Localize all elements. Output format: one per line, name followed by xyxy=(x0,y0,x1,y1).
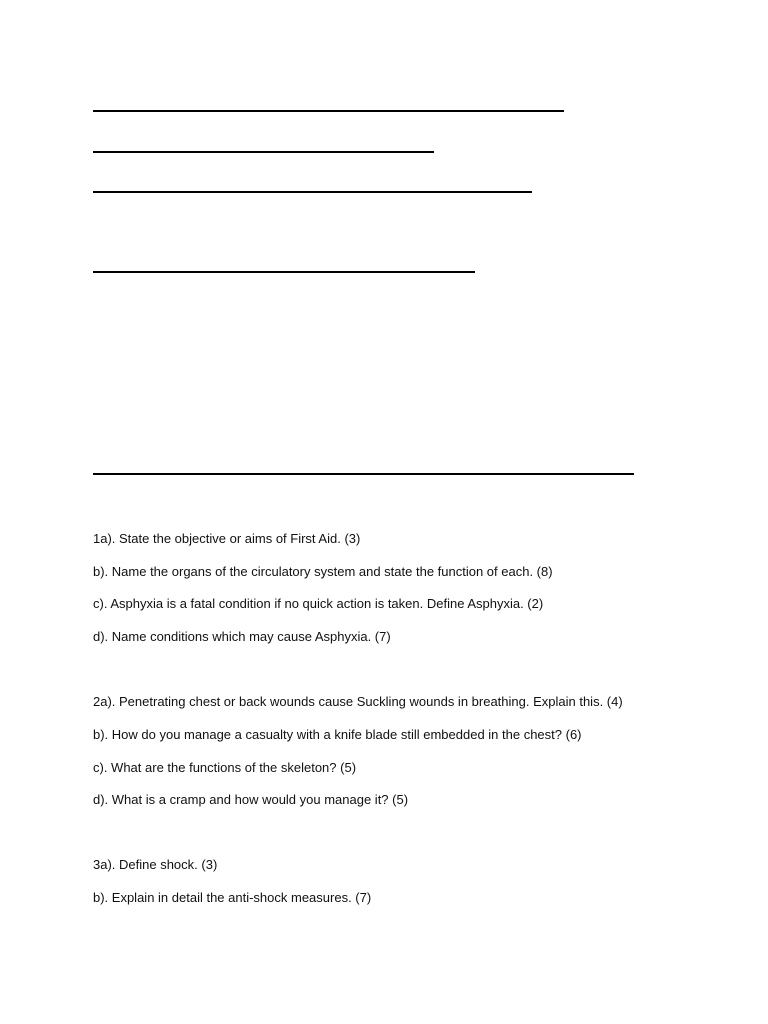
question-1c: c). Asphyxia is a fatal condition if no quick action is taken. Define Asphyxia. (2) xyxy=(93,596,544,611)
blank-fill-line xyxy=(93,271,475,273)
question-2d: d). What is a cramp and how would you manage it? (5) xyxy=(93,792,409,807)
blank-fill-line xyxy=(93,151,434,153)
question-1d: d). Name conditions which may cause Asphyxia. (7) xyxy=(93,629,391,644)
question-1a: 1a). State the objective or aims of First Aid. (3) xyxy=(93,531,361,546)
question-2a: 2a). Penetrating chest or back wounds cause Suckling wounds in breathing. Explain this. (4) xyxy=(93,694,623,709)
question-2b: b). How do you manage a casualty with a knife blade still embedded in the chest? (6) xyxy=(93,727,582,742)
question-1b: b). Name the organs of the circulatory system and state the function of each. (8) xyxy=(93,564,553,579)
question-3b: b). Explain in detail the anti-shock measures. (7) xyxy=(93,890,372,905)
question-2c: c). What are the functions of the skeleton? (5) xyxy=(93,760,357,775)
blank-fill-line xyxy=(93,110,564,112)
section-divider-line xyxy=(93,473,634,475)
blank-fill-line xyxy=(93,191,532,193)
question-3a: 3a). Define shock. (3) xyxy=(93,857,218,872)
